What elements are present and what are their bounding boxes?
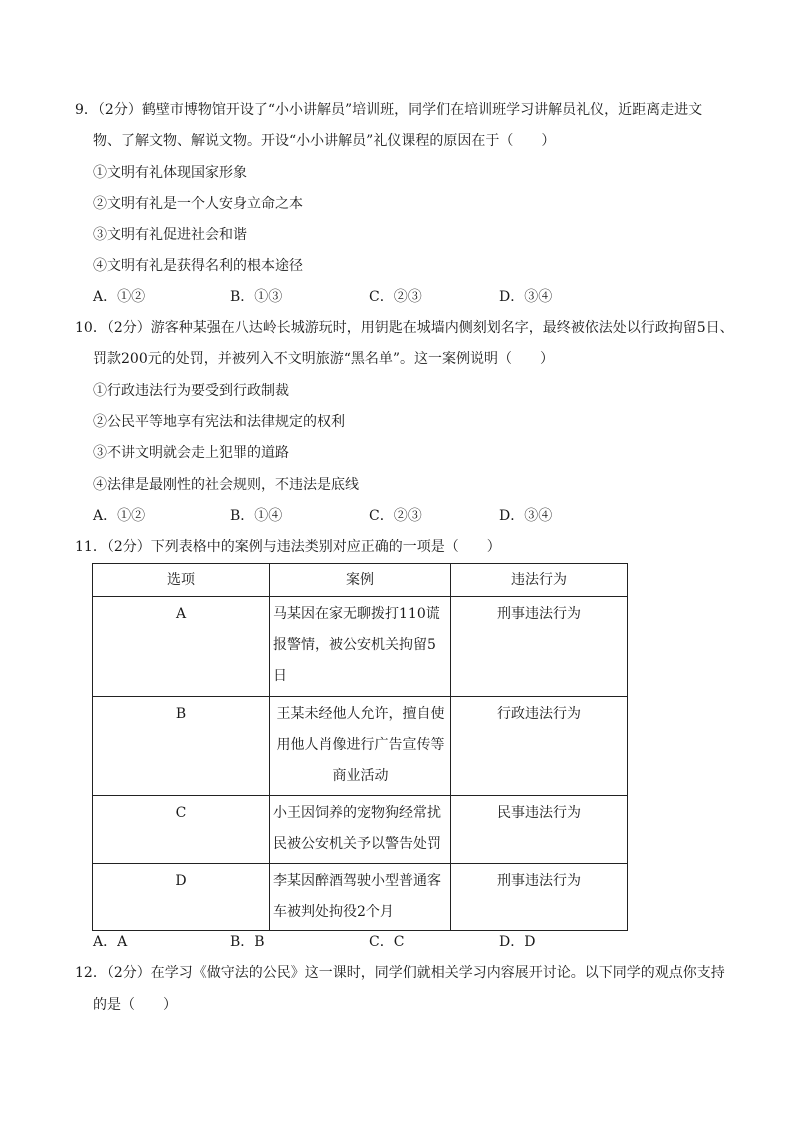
row-violation-type: 行政违法行为 bbox=[451, 697, 628, 796]
q9-item-2: ②文明有礼是一个人安身立命之本 bbox=[93, 196, 303, 212]
row-option: A bbox=[93, 597, 270, 697]
q10-item-2: ②公民平等地享有宪法和法律规定的权利 bbox=[93, 414, 345, 430]
q10-item-4: ④法律是最刚性的社会规则，不违法是底线 bbox=[93, 477, 359, 493]
q11-stem-line-1: 11．（2分）下列表格中的案例与违法类别对应正确的一项是（ ） bbox=[75, 539, 501, 555]
q10-option-d[interactable]: D．③④ bbox=[499, 508, 553, 524]
row-case bbox=[270, 796, 451, 864]
table-header-row bbox=[93, 564, 628, 597]
q10-item-1: ①行政违法行为要受到行政制裁 bbox=[93, 383, 289, 399]
table-row bbox=[93, 697, 628, 796]
q12-stem-line-1: 12．（2分）在学习《做守法的公民》这一课时，同学们就相关学习内容展开讨论。以下同学的观点你支持 bbox=[75, 965, 725, 981]
q9-item-3: ③文明有礼促进社会和谐 bbox=[93, 227, 247, 243]
case-line: 车被判处拘役2个月 bbox=[273, 904, 394, 920]
row-violation-type: 刑事违法行为 bbox=[451, 597, 628, 697]
q9-stem-line-1: 9．（2分）鹤壁市博物馆开设了“小小讲解员”培训班，同学们在培训班学习讲解员礼仪，近距离走进文 bbox=[75, 102, 703, 118]
table-row bbox=[93, 796, 628, 864]
q9-option-b[interactable]: B．①③ bbox=[230, 289, 283, 305]
q10-item-3: ③不讲文明就会走上犯罪的道路 bbox=[93, 445, 289, 461]
q11-option-a[interactable]: A．A bbox=[93, 934, 128, 950]
q10-options bbox=[93, 506, 693, 526]
table-header-case: 案例 bbox=[270, 564, 451, 597]
q11-case-table bbox=[92, 563, 628, 931]
q10-option-a[interactable]: A．①② bbox=[93, 508, 146, 524]
case-line: 马某因在家无聊拨打110谎 bbox=[273, 606, 440, 622]
q9-option-d[interactable]: D．③④ bbox=[499, 289, 553, 305]
q11-options bbox=[93, 932, 693, 952]
case-line: 李某因醉酒驾驶小型普通客 bbox=[273, 873, 441, 889]
table-row bbox=[93, 597, 628, 697]
q9-option-c[interactable]: C．②③ bbox=[369, 289, 422, 305]
table-header-option: 选项 bbox=[93, 564, 270, 597]
case-line: 王某未经他人允许，擅自使 bbox=[276, 706, 445, 722]
case-line: 日 bbox=[273, 668, 287, 684]
q11-option-c[interactable]: C．C bbox=[369, 934, 405, 950]
q10-stem-line-2: 罚款200元的处罚，并被列入不文明旅游“黑名单”。这一案例说明（ ） bbox=[93, 351, 555, 367]
table-header-violation: 违法行为 bbox=[451, 564, 628, 597]
q9-options bbox=[93, 287, 693, 307]
case-line: 商业活动 bbox=[332, 768, 389, 784]
q9-option-a[interactable]: A．①② bbox=[93, 289, 146, 305]
row-case bbox=[270, 697, 451, 796]
row-option: D bbox=[93, 864, 270, 931]
q10-stem-line-1: 10．（2分）游客种某强在八达岭长城游玩时，用钥匙在城墙内侧刻划名字，最终被依法处以行政拘留5日、 bbox=[75, 320, 734, 336]
case-line: 小王因饲养的宠物狗经常扰 bbox=[273, 805, 441, 821]
q11-option-b[interactable]: B．B bbox=[230, 934, 265, 950]
table-row bbox=[93, 864, 628, 931]
q10-option-c[interactable]: C．②③ bbox=[369, 508, 422, 524]
q12-stem-line-2: 的是（ ） bbox=[93, 997, 177, 1013]
row-option: C bbox=[93, 796, 270, 864]
q9-item-1: ①文明有礼体现国家形象 bbox=[93, 165, 247, 181]
row-case bbox=[270, 597, 451, 697]
q9-stem-line-2: 物、了解文物、解说文物。开设“小小讲解员”礼仪课程的原因在于（ ） bbox=[93, 133, 556, 149]
q11-option-d[interactable]: D．D bbox=[499, 934, 536, 950]
case-line: 报警情，被公安机关拘留5 bbox=[273, 637, 436, 653]
case-line: 民被公安机关予以警告处罚 bbox=[273, 836, 441, 852]
q10-option-b[interactable]: B．①④ bbox=[230, 508, 283, 524]
q9-item-4: ④文明有礼是获得名利的根本途径 bbox=[93, 258, 303, 274]
row-case bbox=[270, 864, 451, 931]
case-line: 用他人肖像进行广告宣传等 bbox=[276, 737, 445, 753]
row-violation-type: 民事违法行为 bbox=[451, 796, 628, 864]
row-option: B bbox=[93, 697, 270, 796]
row-violation-type: 刑事违法行为 bbox=[451, 864, 628, 931]
